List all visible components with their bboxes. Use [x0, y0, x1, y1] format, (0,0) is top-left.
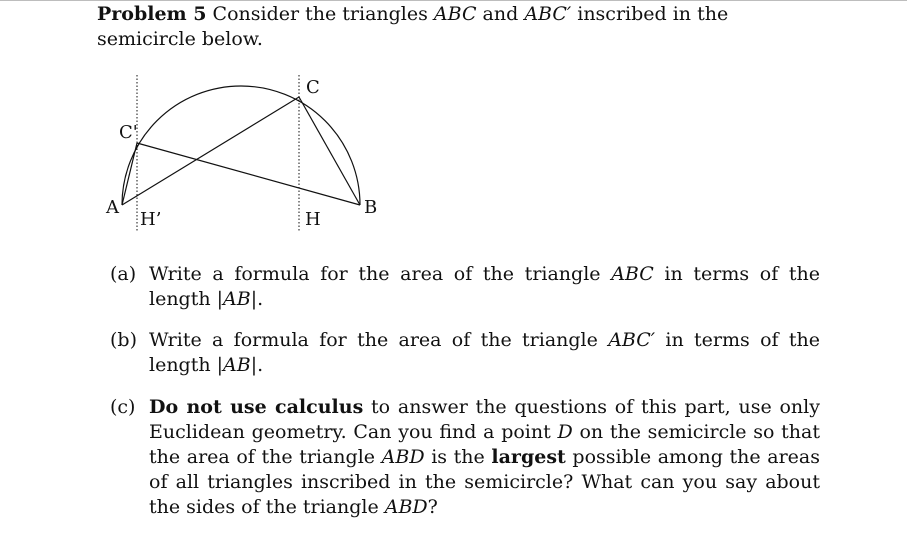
math-abc-prime: ABC′	[524, 3, 572, 25]
part-a-text	[149, 262, 820, 312]
text: in terms of the length	[149, 329, 820, 376]
math-abc-prime: ABC′	[608, 329, 656, 351]
side-cb	[299, 97, 360, 205]
math-abd: ABD	[381, 446, 425, 468]
math-ab-length: |AB|	[216, 288, 258, 310]
math-abc: ABC	[433, 3, 477, 25]
part-b-text	[149, 328, 820, 378]
label-h-prime: H’	[140, 209, 162, 230]
label-h: H	[305, 209, 321, 230]
side-c-prime-b	[137, 143, 360, 205]
math-abd: ABD	[384, 496, 428, 518]
top-border	[0, 0, 907, 1]
part-a-tag: (a)	[110, 263, 137, 285]
problem-statement	[97, 2, 827, 52]
text: to answer the questions of this part, use only Euclidean geometry. Can you find a point	[149, 396, 820, 443]
text: Write a formula for the area of the triangle	[149, 263, 612, 285]
part-a	[110, 262, 820, 312]
part-b-tag: (b)	[110, 329, 137, 351]
part-c-text	[149, 395, 820, 520]
part-b	[110, 328, 820, 378]
label-c-prime: C'	[119, 122, 138, 143]
label-b: B	[364, 197, 378, 218]
text: Write a formula for the area of the triangle	[149, 329, 609, 351]
bold-text: largest	[491, 446, 566, 468]
math-ab-length: |AB|	[216, 354, 258, 376]
problem-heading: Problem 5	[97, 3, 207, 25]
part-c-tag: (c)	[110, 396, 136, 418]
text: .	[257, 354, 264, 376]
part-c	[110, 395, 820, 520]
bold-text: Do not use calculus	[149, 396, 364, 418]
text: ?	[427, 496, 438, 518]
side-ac	[122, 97, 299, 205]
semicircle-arc	[122, 86, 360, 205]
intro-text: and	[476, 3, 525, 25]
text: possible among the areas of all triangles inscribed in the semicircle? What can you say about the sides of the triangle	[149, 446, 820, 518]
math-d: D	[557, 421, 573, 443]
label-c: C	[306, 77, 320, 98]
text: .	[257, 288, 264, 310]
semicircle-figure	[100, 70, 400, 245]
label-a: A	[106, 197, 119, 218]
text: on the semicircle so that the area of the triangle	[149, 421, 821, 468]
intro-text: Consider the triangles	[206, 3, 434, 25]
text: in terms of the length	[149, 263, 820, 310]
intro-text: inscribed in the semicircle below.	[97, 3, 729, 50]
math-abc: ABC	[611, 263, 654, 285]
side-ac-prime	[122, 143, 137, 205]
text: is the	[424, 446, 492, 468]
